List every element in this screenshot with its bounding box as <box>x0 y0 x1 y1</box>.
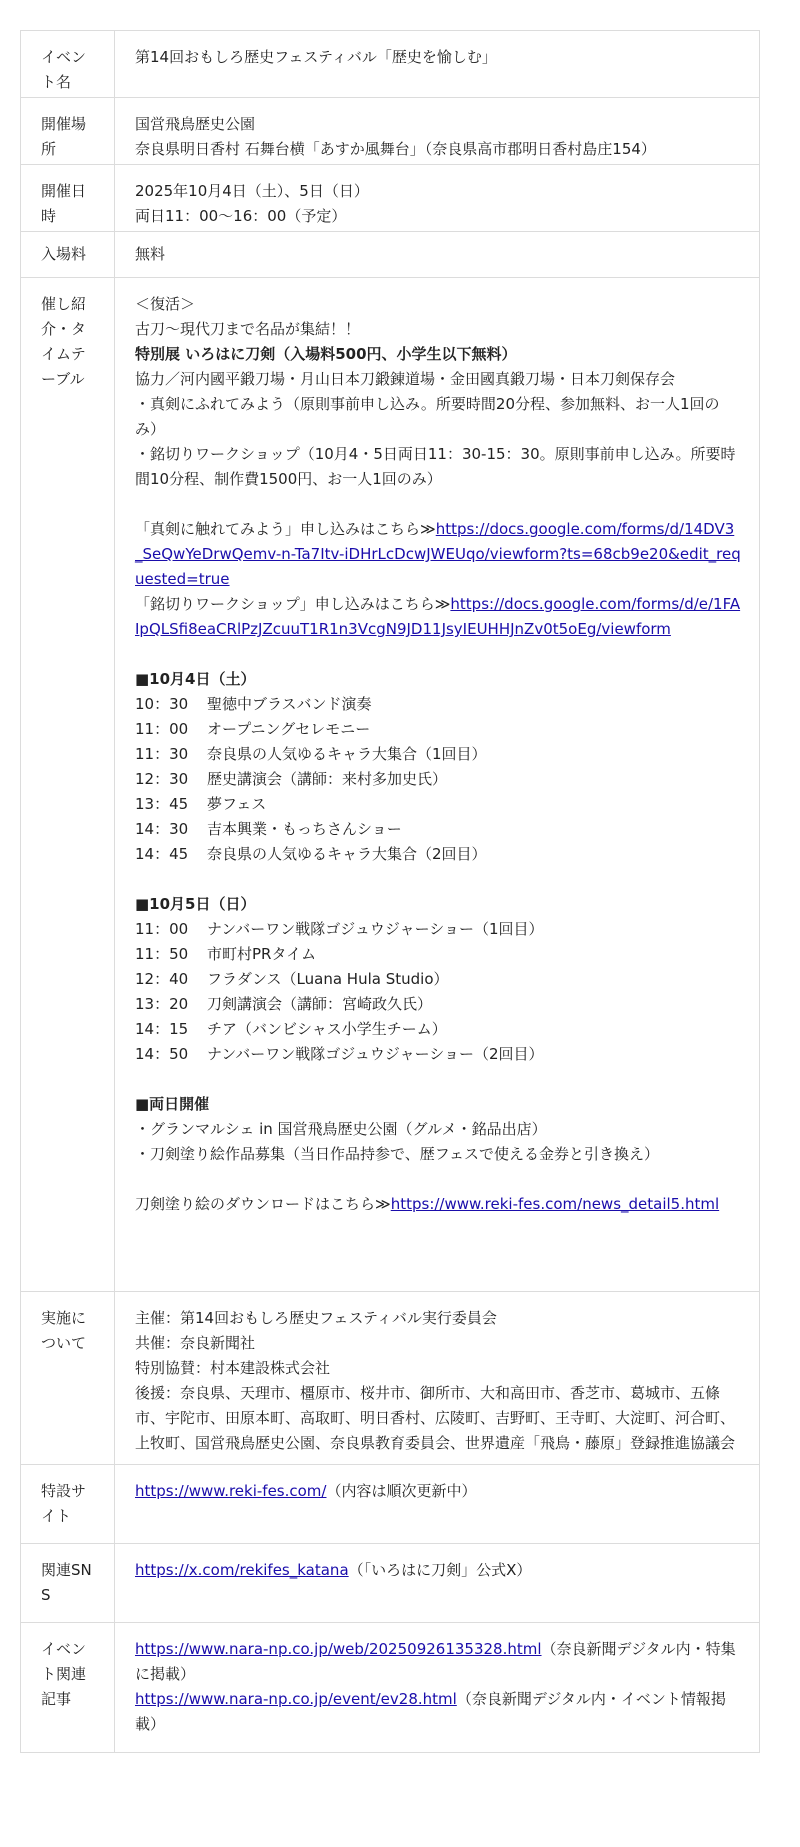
row-sns <box>20 1544 760 1623</box>
apply-block-2 <box>135 592 741 642</box>
row-label: 関連SNS <box>21 1544 115 1622</box>
schedule-time: 13：45 <box>135 795 189 813</box>
schedule-item <box>135 942 741 967</box>
schedule-time: 12：30 <box>135 770 189 788</box>
event-dates: 2025年10月4日（土）、5日（日） <box>135 182 369 200</box>
schedule-text: 奈良県の人気ゆるキャラ大集合（2回目） <box>207 845 487 863</box>
fee-value: 無料 <box>135 245 166 263</box>
activity-item: ・真剣にふれてみよう（原則事前申し込み。所要時間20分程、参加無料、お一人1回のみ） <box>135 395 720 438</box>
row-label: 実施について <box>21 1292 115 1464</box>
event-name: 第14回おもしろ歴史フェスティバル「歴史を愉しむ」 <box>135 48 497 66</box>
schedule-time: 10：30 <box>135 695 189 713</box>
venue-address: 奈良県明日香村 石舞台横「あすか風舞台」（奈良県高市郡明日香村島庄154） <box>135 140 656 158</box>
schedule-time: 14：30 <box>135 820 189 838</box>
schedule-item <box>135 917 741 942</box>
special-exhibit: 特別展 いろはに刀剣（入場料500円、小学生以下無料） <box>135 345 517 363</box>
day2-heading: ■10月5日（日） <box>135 895 256 913</box>
row-intro <box>20 278 760 1292</box>
both-days-item: ・刀剣塗り絵作品募集（当日作品持参で、歴フェスで使える金券と引き換え） <box>135 1145 659 1163</box>
article-note: （奈良新聞デジタル内・特集に掲載） <box>135 1640 736 1683</box>
row-value <box>115 1292 759 1464</box>
schedule-item <box>135 1017 741 1042</box>
host: 主催：第14回おもしろ歴史フェスティバル実行委員会 <box>135 1309 497 1327</box>
spacer <box>135 1067 741 1092</box>
cohost: 共催：奈良新聞社 <box>135 1334 256 1352</box>
both-days-item: ・グランマルシェ in 国営飛鳥歴史公園（グルメ・銘品出店） <box>135 1120 547 1138</box>
event-info-table <box>20 30 760 1753</box>
row-label: 特設サイト <box>21 1465 115 1543</box>
schedule-text: 夢フェス <box>207 795 267 813</box>
article-link[interactable]: https://www.nara-np.co.jp/event/ev28.html <box>135 1690 457 1708</box>
schedule-time: 11：00 <box>135 920 189 938</box>
spacer <box>135 867 741 892</box>
row-event-name <box>20 31 760 98</box>
row-fee <box>20 232 760 278</box>
article-link[interactable]: https://www.nara-np.co.jp/web/20250926135328.html <box>135 1640 542 1658</box>
schedule-text: 奈良県の人気ゆるキャラ大集合（1回目） <box>207 745 487 763</box>
supporters: 後援：奈良県、天理市、橿原市、桜井市、御所市、大和高田市、香芝市、葛城市、五條市、宇陀市、田原本町、高取町、明日香村、広陵町、吉野町、王寺町、大淀町、河合町、上牧町、国営飛鳥歴史公園、奈良県教育委員会、世界遺産「飛鳥・藤原」登録推進協議会 <box>135 1384 736 1452</box>
cooperation: 協力／河内國平鍛刀場・月山日本刀鍛錬道場・金田國真鍛刀場・日本刀剣保存会 <box>135 370 676 388</box>
apply-link[interactable]: https://docs.google.com/forms/d/e/1FAIpQLSfi8eaCRlPzJZcuuT1R1n3VcgN9JD11JsyIEUHHJnZv0t5oEg/viewform <box>135 595 741 638</box>
sponsor: 特別協賛：村本建設株式会社 <box>135 1359 331 1377</box>
row-label: 開催日時 <box>21 165 115 231</box>
schedule-text: ナンバーワン戦隊ゴジュウジャーショー（2回目） <box>207 1045 544 1063</box>
row-value <box>115 31 759 97</box>
schedule-item <box>135 1042 741 1067</box>
apply-text: 「真剣に触れてみよう」申し込みはこちら≫ <box>135 520 436 538</box>
revival-label: ＜復活＞ <box>135 295 196 313</box>
site-note: （内容は順次更新中） <box>326 1482 477 1500</box>
spacer <box>135 1167 741 1192</box>
day2-schedule <box>135 917 741 1067</box>
apply-block-1 <box>135 517 741 592</box>
day1-heading: ■10月4日（土） <box>135 670 256 688</box>
schedule-item <box>135 767 741 792</box>
site-link[interactable]: https://www.reki-fes.com/ <box>135 1482 327 1500</box>
row-datetime <box>20 165 760 232</box>
event-hours: 両日11：00〜16：00（予定） <box>135 207 347 225</box>
schedule-time: 14：15 <box>135 1020 189 1038</box>
row-value <box>115 278 759 1291</box>
site-block <box>135 1479 741 1504</box>
activity-item: ・銘切りワークショップ（10月4・5日両日11：30-15：30。原則事前申し込み。所要時間10分程、制作費1500円、お一人1回のみ） <box>135 445 736 488</box>
schedule-text: フラダンス（Luana Hula Studio） <box>207 970 449 988</box>
coloring-block <box>135 1192 741 1217</box>
schedule-text: 聖徳中ブラスバンド演奏 <box>207 695 372 713</box>
schedule-item <box>135 967 741 992</box>
row-organizer <box>20 1292 760 1465</box>
schedule-item <box>135 717 741 742</box>
schedule-text: 歴史講演会（講師：来村多加史氏） <box>207 770 448 788</box>
row-value <box>115 1544 759 1622</box>
schedule-item <box>135 842 741 867</box>
spacer <box>135 642 741 667</box>
schedule-text: 刀剣講演会（講師：宮崎政久氏） <box>207 995 433 1013</box>
row-venue <box>20 98 760 165</box>
row-label: 入場料 <box>21 232 115 277</box>
row-value <box>115 1623 759 1752</box>
day1-schedule <box>135 692 741 867</box>
spacer <box>135 492 741 517</box>
article-block-1 <box>135 1637 741 1687</box>
schedule-item <box>135 817 741 842</box>
article-block-2 <box>135 1687 741 1737</box>
row-value <box>115 1465 759 1543</box>
schedule-item <box>135 792 741 817</box>
row-value <box>115 232 759 277</box>
schedule-text: チア（バンビシャス小学生チーム） <box>207 1020 447 1038</box>
coloring-link[interactable]: https://www.reki-fes.com/news_detail5.html <box>390 1195 720 1213</box>
schedule-time: 11：00 <box>135 720 189 738</box>
row-label: イベント関連記事 <box>21 1623 115 1752</box>
schedule-text: オープニングセレモニー <box>207 720 371 738</box>
both-days-heading: ■両日開催 <box>135 1095 210 1113</box>
schedule-item <box>135 992 741 1017</box>
schedule-time: 12：40 <box>135 970 189 988</box>
schedule-item <box>135 742 741 767</box>
apply-text: 「銘切りワークショップ」申し込みはこちら≫ <box>135 595 451 613</box>
row-articles <box>20 1623 760 1753</box>
article-note: （奈良新聞デジタル内・イベント情報掲載） <box>135 1690 726 1733</box>
row-label: 開催場所 <box>21 98 115 164</box>
schedule-text: 吉本興業・もっちさんショー <box>207 820 402 838</box>
schedule-time: 14：50 <box>135 1045 189 1063</box>
row-value <box>115 98 759 164</box>
schedule-item <box>135 692 741 717</box>
row-label: 催し紹介・タイムテーブル <box>21 278 115 1291</box>
apply-link[interactable]: https://docs.google.com/forms/d/14DV3_SeQwYeDrwQemv-n-Ta7Itv-iDHrLcDcwJWEUqo/viewform?ts=68cb9e20&edit_requested=true <box>135 520 741 588</box>
row-value <box>115 165 759 231</box>
sns-link[interactable]: https://x.com/rekifes_katana <box>135 1561 349 1579</box>
row-label: イベント名 <box>21 31 115 97</box>
schedule-time: 13：20 <box>135 995 189 1013</box>
schedule-time: 14：45 <box>135 845 189 863</box>
row-site <box>20 1465 760 1544</box>
venue-name: 国営飛鳥歴史公園 <box>135 115 256 133</box>
catch-copy: 古刀〜現代刀まで名品が集結！！ <box>135 320 361 338</box>
schedule-text: 市町村PRタイム <box>207 945 317 963</box>
schedule-time: 11：30 <box>135 745 189 763</box>
sns-block <box>135 1558 741 1583</box>
coloring-text: 刀剣塗り絵のダウンロードはこちら≫ <box>135 1195 391 1213</box>
schedule-time: 11：50 <box>135 945 189 963</box>
sns-note: （「いろはに刀剣」公式X） <box>348 1561 532 1579</box>
schedule-text: ナンバーワン戦隊ゴジュウジャーショー（1回目） <box>207 920 544 938</box>
